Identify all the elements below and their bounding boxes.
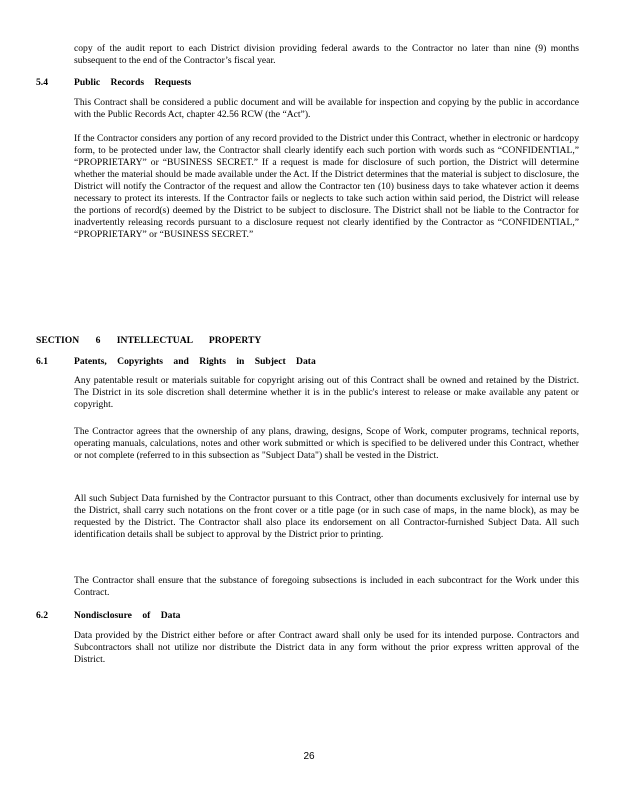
paragraph-data-usage: Data provided by the District either before or after Contract award shall only be used for its intended purpose. Contractors and Subcontractors shall not utilize nor distribute the District data in any form without the prior express written approval of the District. bbox=[74, 630, 579, 665]
paragraph-subcontract-substance: The Contractor shall ensure that the substance of foregoing subsections is included in each subcontract for the Work under this Contract. bbox=[74, 575, 579, 598]
section-number-5-4: 5.4 bbox=[36, 77, 48, 88]
section-number-6-1: 6.1 bbox=[36, 356, 48, 367]
paragraph-subject-data-notations: All such Subject Data furnished by the Contractor pursuant to this Contract, other than documents exclusively for internal use by the District, shall carry such notations on the front cover or a title page (or in such case of maps, in the name block), as may be requested by the District. The Contractor shall also place its endorsement on all Contractor-furnished Subject Data. All such identification details shall be subject to approval by the District prior to printing. bbox=[74, 493, 579, 540]
section-heading-intellectual-property: SECTION 6 INTELLECTUAL PROPERTY bbox=[36, 335, 262, 346]
heading-patents-copyrights: Patents, Copyrights and Rights in Subject Data bbox=[74, 356, 316, 367]
paragraph-confidential-records: If the Contractor considers any portion of any record provided to the District under this Contract, whether in electronic or hardcopy form, to be protected under law, the Contractor shall clearly identify each such portion with words such as “CONFIDENTIAL,” “PROPRIETARY” or “BUSINESS SECRET.” If a request is made for disclosure of such portion, the District will determine whether the material should be made available under the Act. If the District determines that the material is subject to disclosure, the District will notify the Contractor of the request and allow the Contractor ten (10) business days to take whatever action it deems necessary to protect its interests. If the Contractor fails or neglects to take such action within said period, the District will release the portions of record(s) deemed by the District to be subject to disclosure. The District shall not be liable to the Contractor for inadvertently releasing records pursuant to a disclosure request not clearly identified by the Contractor as “CONFIDENTIAL,” “PROPRIETARY” or “BUSINESS SECRET.” bbox=[74, 133, 579, 240]
paragraph-patentable-results: Any patentable result or materials suitable for copyright arising out of this Contract shall be owned and retained by the District. The District in its sole discretion shall determine whether it is in the public's interest to release or make available any patent or copyright. bbox=[74, 375, 579, 410]
heading-public-records-requests: Public Records Requests bbox=[74, 77, 192, 88]
page-number: 26 bbox=[303, 751, 315, 762]
section-number-6-2: 6.2 bbox=[36, 610, 48, 621]
paragraph-audit-report: copy of the audit report to each District division providing federal awards to the Contractor no later than nine (9) months subsequent to the end of the Contractor’s fiscal year. bbox=[74, 43, 579, 66]
paragraph-public-document: This Contract shall be considered a public document and will be available for inspection and copying by the public in accordance with the Public Records Act, chapter 42.56 RCW (the “Act”). bbox=[74, 97, 579, 120]
heading-nondisclosure-of-data: Nondisclosure of Data bbox=[74, 610, 181, 621]
paragraph-ownership-subject-data: The Contractor agrees that the ownership of any plans, drawing, designs, Scope of Work, computer programs, technical reports, operating manuals, calculations, notes and other work submitted or which is specified to be delivered under this Contract, whether or not complete (referred to in this subsection as "Subject Data") shall be vested in the District. bbox=[74, 426, 579, 461]
